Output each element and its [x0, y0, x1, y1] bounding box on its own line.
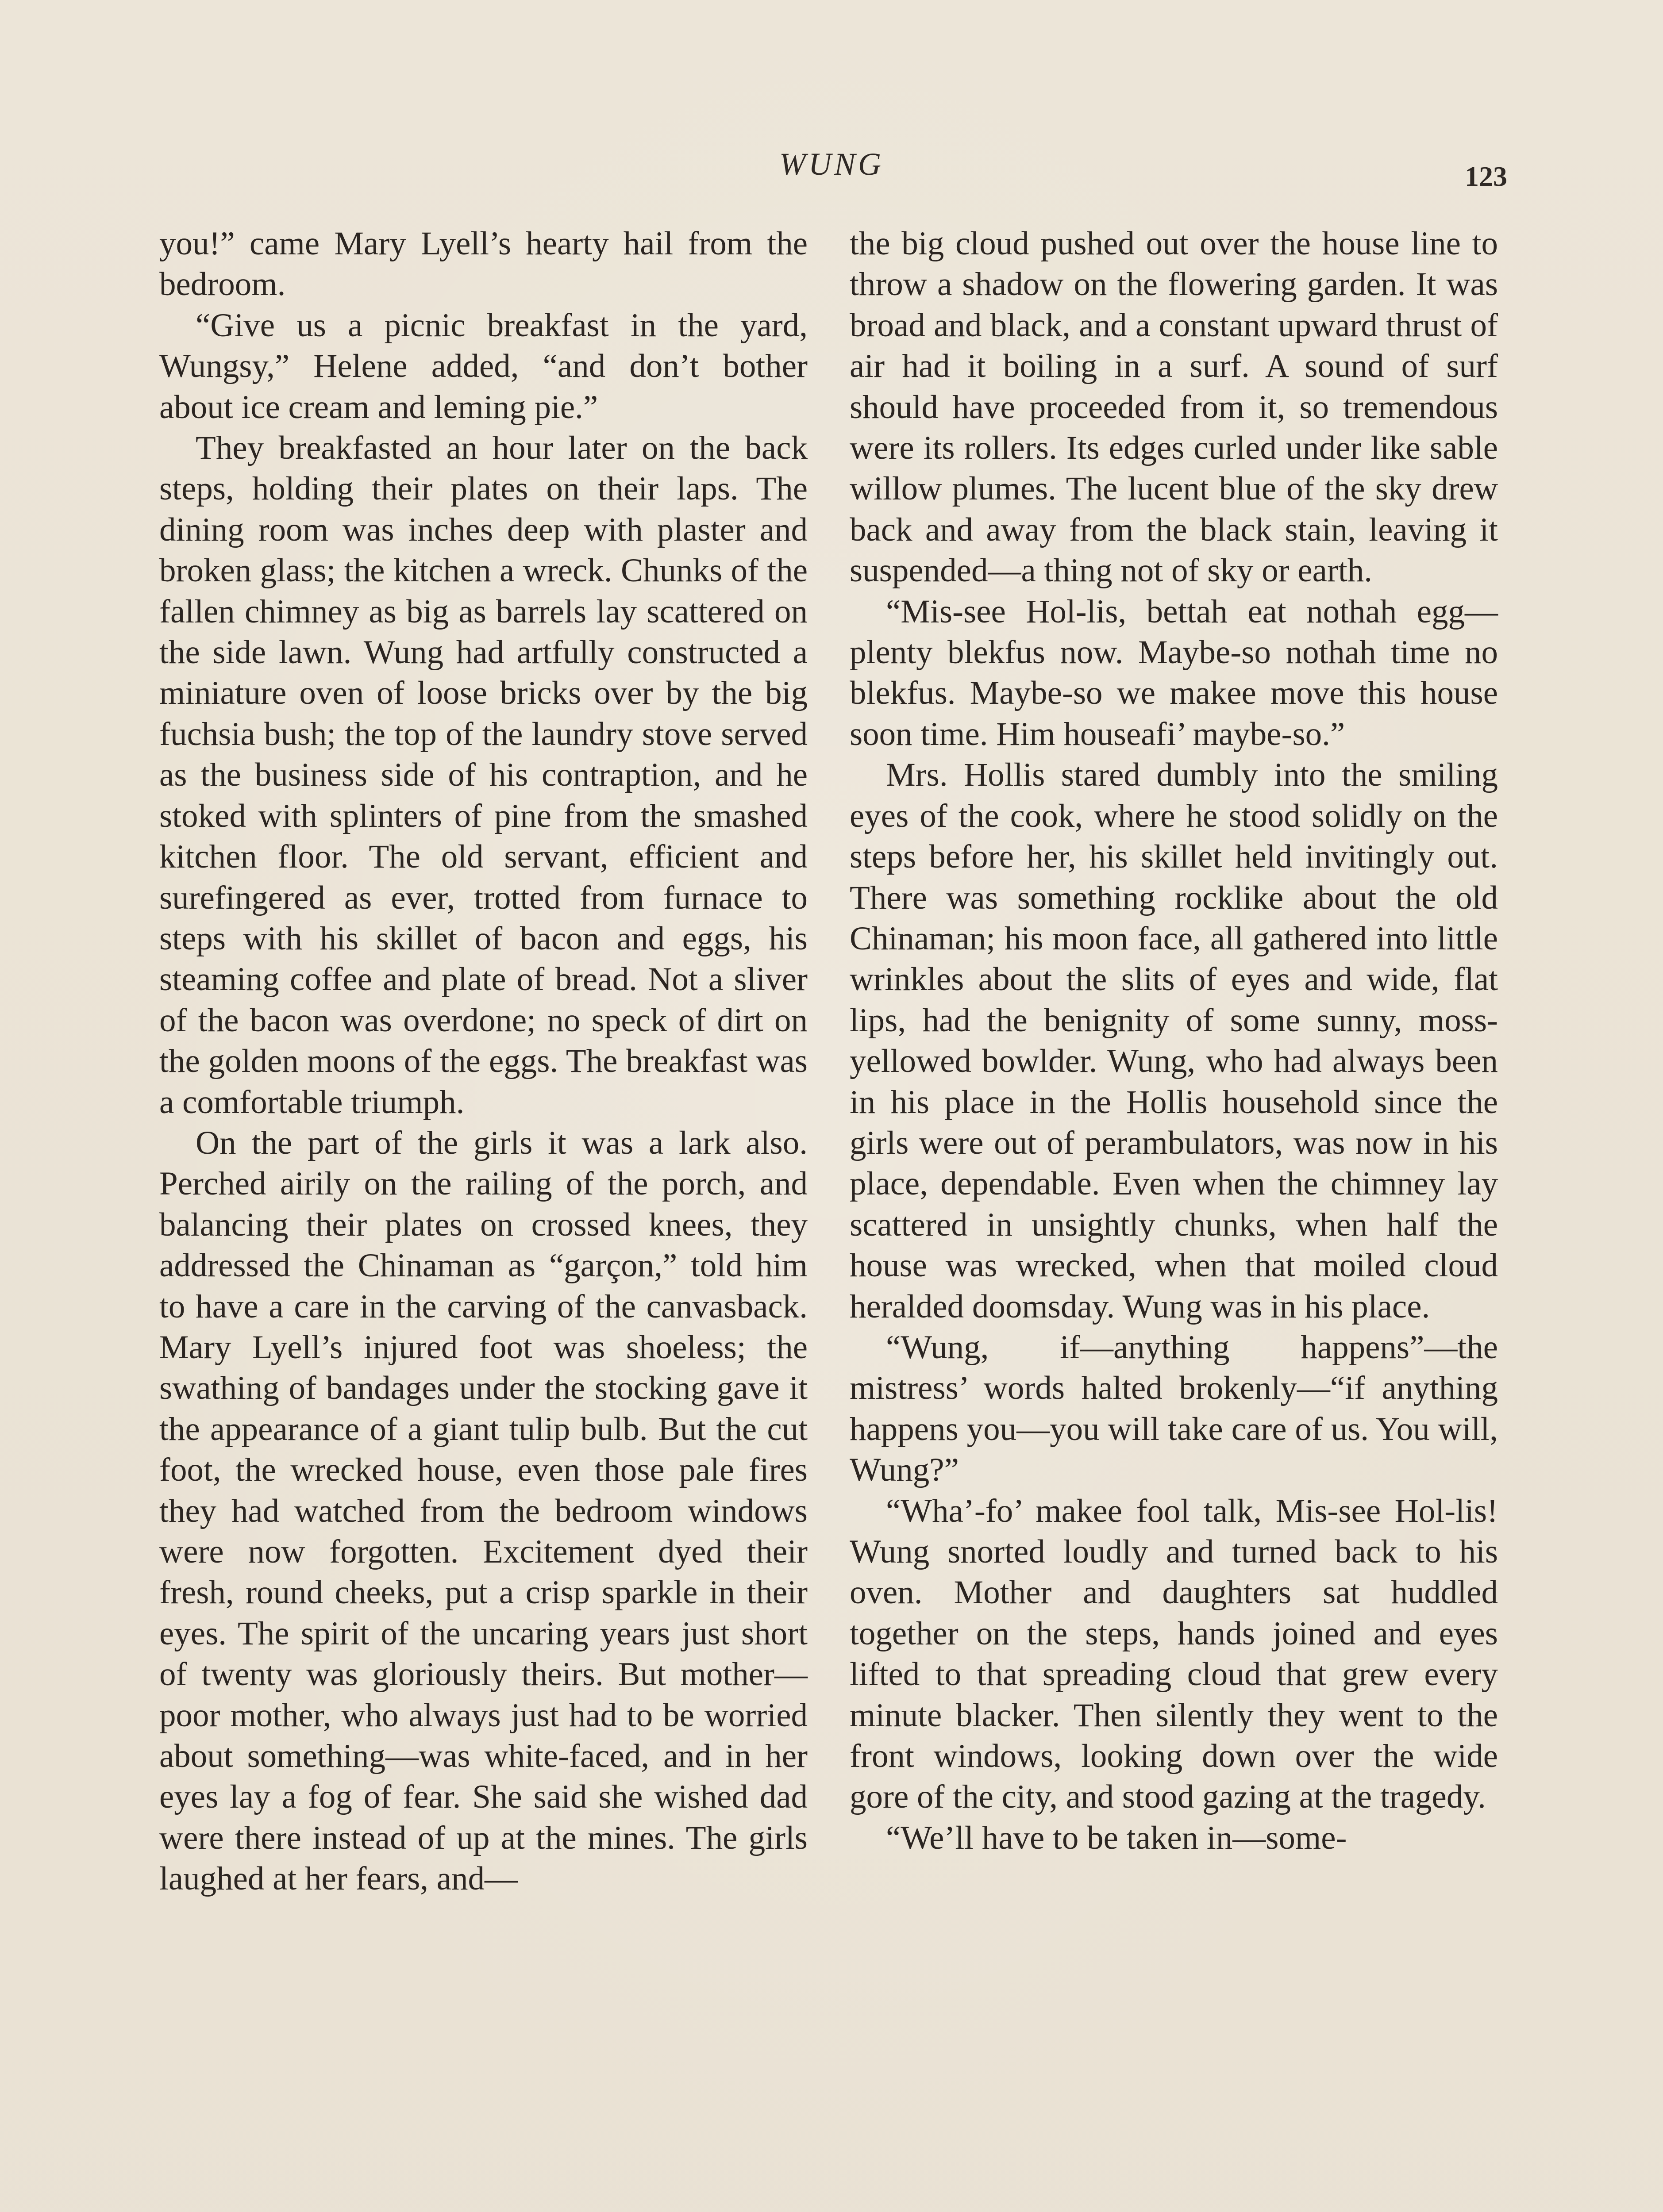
paragraph: you!” came Mary Lyell’s hearty hail from the bedroom.	[159, 225, 808, 303]
paragraph: “Wung, if—anything happens”—the mistress’ words halted brokenly—“if anything happens you—you will take care of us. You will, Wung?”	[850, 1329, 1498, 1489]
paragraph: Mrs. Hollis stared dumbly into the smiling eyes of the cook, where he stood solidly on the steps before her, his skillet held invitingly out. There was something rocklike about the old Chinaman; his moon face, all gathered into little wrinkles about the slits of eyes and wide, flat lips, had the benignity of some sunny, moss-yellowed bowlder. Wung, who had always been in his place in the Hollis household since the girls were out of perambulators, was now in his place, dependable. Even when the chimney lay scattered in unsightly chunks, when half the house was wrecked, when that moiled cloud heralded doomsday. Wung was in his place.	[850, 757, 1498, 1325]
paragraph: On the part of the girls it was a lark also. Perched airily on the railing of the porch, and balancing their plates on crossed knees, they addressed the Chinaman as “garçon,” told him to have a care in the carving of the canvasback. Mary Lyell’s injured foot was shoeless; the swathing of bandages under the stocking gave it the appearance of a giant tulip bulb. But the cut foot, the wrecked house, even those pale fires they had watched from the bedroom windows were now forgotten. Excitement dyed their fresh, round cheeks, put a crisp sparkle in their eyes. The spirit of the uncaring years just short of twenty was gloriously theirs. But mother—poor mother, who always just had to be worried about something—was white-faced, and in her eyes lay a fog of fear. She said she wished dad were there instead of up at the mines. The girls laughed at her fears, and—	[159, 1124, 808, 1897]
paragraph: They breakfasted an hour later on the back steps, holding their plates on their laps. The dining room was inches deep with plaster and broken glass; the kitchen a wreck. Chunks of the fallen chimney as big as barrels lay scattered on the side lawn. Wung had artfully constructed a miniature oven of loose bricks over by the big fuchsia bush; the top of the laundry stove served as the business side of his contraption, and he stoked with splinters of pine from the smashed kitchen floor. The old servant, efficient and surefingered as ever, trotted from furnace to steps with his skillet of bacon and eggs, his steaming coffee and plate of bread. Not a sliver of the bacon was overdone; no speck of dirt on the golden moons of the eggs. The breakfast was a comfortable triumph.	[159, 430, 808, 1121]
paragraph: “Wha’-fo’ makee fool talk, Mis-see Hol-lis! Wung snorted loudly and turned back to his oven. Mother and daughters sat huddled together on the steps, hands joined and eyes lifted to that spreading cloud that grew every minute blacker. Then silently they went to the front windows, looking down over the wide gore of the city, and stood gazing at the tragedy.	[850, 1492, 1498, 1816]
paragraph: the big cloud pushed out over the house line to throw a shadow on the flowering garden. It was broad and black, and a constant upward thrust of air had it boiling in a surf. A sound of surf should have proceeded from it, so tremendous were its rollers. Its edges curled under like sable willow plumes. The lucent blue of the sky drew back and away from the black stain, leaving it suspended—a thing not of sky or earth.	[850, 225, 1498, 589]
running-title: WUNG	[779, 146, 884, 182]
paragraph: “Give us a picnic breakfast in the yard, Wungsy,” Helene added, “and don’t bother about ice cream and leming pie.”	[159, 307, 808, 426]
page-number: 123	[1465, 161, 1507, 192]
left-text-column	[159, 223, 808, 1900]
paragraph: “Mis-see Hol-lis, bettah eat nothah egg—plenty blekfus now. Maybe-so nothah time no blekfus. Maybe-so we makee move this house soon time. Him houseafi’ maybe-so.”	[850, 593, 1498, 753]
paragraph: “We’ll have to be taken in—some-	[886, 1819, 1347, 1856]
right-text-column	[850, 223, 1498, 1859]
